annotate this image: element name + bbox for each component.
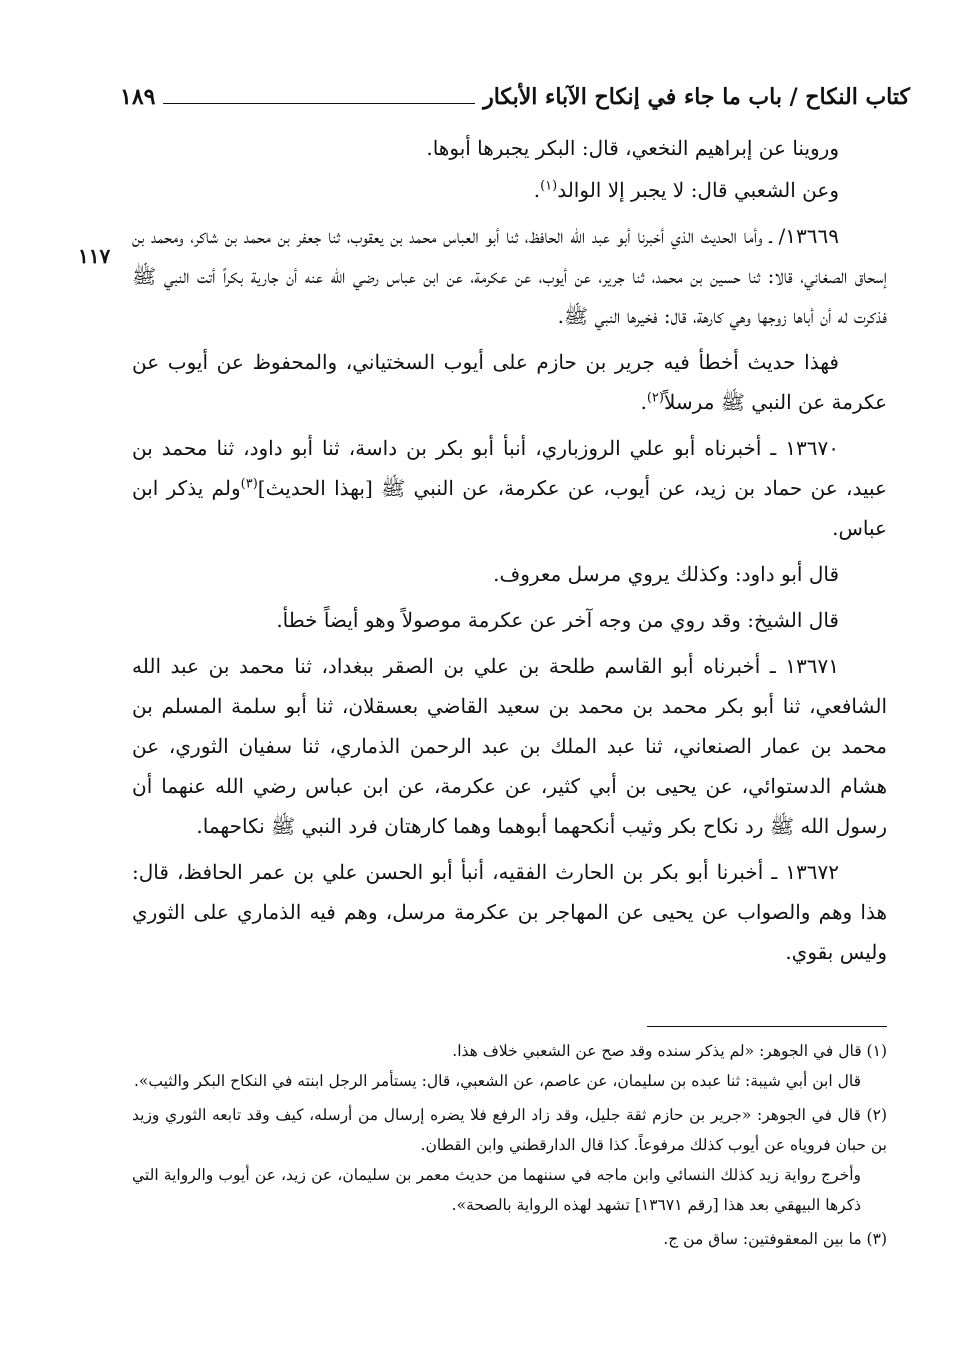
paragraph-jarir-text: فهذا حديث أخطأ فيه جرير بن حازم على أيوب السختياني، والمحفوظ عن أيوب عن عكرمة عن النبي ﷺ مرسلاً bbox=[132, 350, 887, 414]
footnote-ref-3: (٣) bbox=[240, 476, 258, 492]
footnote-ref-1: (١) bbox=[540, 178, 558, 194]
footnote-2-lead: (٢) قال في الجوهر: «جرير بن حازم ثقة جليل، وقد زاد الرفع فلا يضره إرسال من أرسله، كيف وقد تابعه الثوري وزيد بن حبان فروياه عن أيوب كذلك مرفوعاً. كذا قال الدارقطني وابن القطان. bbox=[132, 1106, 887, 1154]
footnote-1-lead: (١) قال في الجوهر: «لم يذكر سنده وقد صح عن الشعبي خلاف هذا. bbox=[452, 1042, 887, 1060]
hadith-13672: ١٣٦٧٢ ـ أخبرنا أبو بكر بن الحارث الفقيه، أنبأ أبو الحسن علي بن عمر الحافظ، قال: هذا وهم والصواب عن يحيى عن المهاجر بن عكرمة مرسل، وهم فيه الذماري على الثوري وليس بقوي. bbox=[132, 860, 887, 964]
footnote-2 bbox=[132, 1100, 887, 1220]
footnote-3-lead: (٣) ما بين المعقوفتين: ساق من ج. bbox=[663, 1230, 887, 1248]
running-header bbox=[120, 72, 910, 108]
page-number: ١٨٩ bbox=[120, 84, 156, 110]
hadith-13670-text: ١٣٦٧٠ ـ أخبرناه أبو علي الروزباري، أنبأ أبو بكر بن داسة، ثنا أبو داود، ثنا محمد بن عبيد، عن حماد بن زيد، عن أيوب، عن عكرمة، عن النبي ﷺ [بهذا الحديث] bbox=[132, 436, 887, 500]
footnotes bbox=[132, 1036, 887, 1258]
footnote-2-cont: وأخرج رواية زيد كذلك النسائي وابن ماجه في سننهما من حديث معمر بن سليمان، عن زيد، عن أيوب والرواية التي ذكرها البيهقي بعد هذا [رقم ١٣٦٧١] تشهد لهذه الرواية بالصحة». bbox=[132, 1166, 861, 1214]
footnote-1-cont: قال ابن أبي شيبة: ثنا عبده بن سليمان، عن عاصم، عن الشعبي، قال: يستأمر الرجل ابنته في النكاح البكر والثيب». bbox=[133, 1072, 861, 1090]
paragraph-sheikh: قال الشيخ: وقد روي من وجه آخر عن عكرمة موصولاً وهو أيضاً خطأ. bbox=[276, 608, 839, 632]
paragraph-jarir-error: فهذا حديث أخطأ فيه جرير بن حازم على أيوب السختياني، والمحفوظ عن أيوب عن عكرمة عن النبي ﷺ مرسلاً$^{(٢)}$. bbox=[132, 350, 887, 414]
footnote-3 bbox=[132, 1224, 887, 1254]
footnote-ref-2: (٢) bbox=[646, 390, 664, 406]
hadith-13670-tail: ولم يذكر ابن عباس. bbox=[132, 476, 887, 540]
footnote-divider bbox=[647, 1026, 887, 1027]
margin-volume-page-number: ١١٧ bbox=[78, 244, 111, 268]
paragraph-shabi: وعن الشعبي قال: لا يجبر إلا الوالد$^{(١)}$. bbox=[533, 178, 839, 202]
hadith-13669: ١٣٦٦٩/ ـ وأما الحديث الذي أخبرنا أبو عبد الله الحافظ، ثنا أبو العباس محمد بن يعقوب، ثنا جعفر بن محمد بن شاكر، ومحمد بن إسحاق الصغاني، قالا: ثنا حسين بن محمد، ثنا جرير، عن أيوب، عن عكرمة، عن ابن عباس رضي الله عنه أن جارية بكراً أتت النبي ﷺ فذكرت له أن أباها زوجها وهي كارهة، قال: فخيرها النبي ﷺ. bbox=[132, 224, 887, 328]
paragraph-shabi-text: وعن الشعبي قال: لا يجبر إلا الوالد bbox=[557, 178, 839, 202]
header-rule bbox=[163, 103, 475, 104]
footnote-1 bbox=[132, 1036, 887, 1096]
header-title: كتاب النكاح / باب ما جاء في إنكاح الآباء الأبكار bbox=[483, 84, 910, 110]
main-text bbox=[132, 128, 887, 978]
hadith-13671: ١٣٦٧١ ـ أخبرناه أبو القاسم طلحة بن علي بن الصقر ببغداد، ثنا محمد بن عبد الله الشافعي، ثنا أبو بكر محمد بن محمد بن سعيد القاضي بعسقلان، ثنا أبو سلمة المسلم بن محمد بن عمار الصنعاني، ثنا عبد الملك بن عبد الرحمن الذماري، ثنا سفيان الثوري، عن هشام الدستوائي، عن يحيى بن أبي كثير، عن عكرمة، عن ابن عباس رضي الله عنهما أن رسول الله ﷺ رد نكاح بكر وثيب أنكحهما أبوهما وهما كارهتان فرد النبي ﷺ نكاحهما. bbox=[132, 654, 887, 838]
paragraph-nakhai: وروينا عن إبراهيم النخعي، قال: البكر يجبرها أبوها. bbox=[426, 136, 839, 160]
hadith-13670 bbox=[132, 428, 887, 548]
paragraph-abu-dawud: قال أبو داود: وكذلك يروي مرسل معروف. bbox=[493, 562, 839, 586]
